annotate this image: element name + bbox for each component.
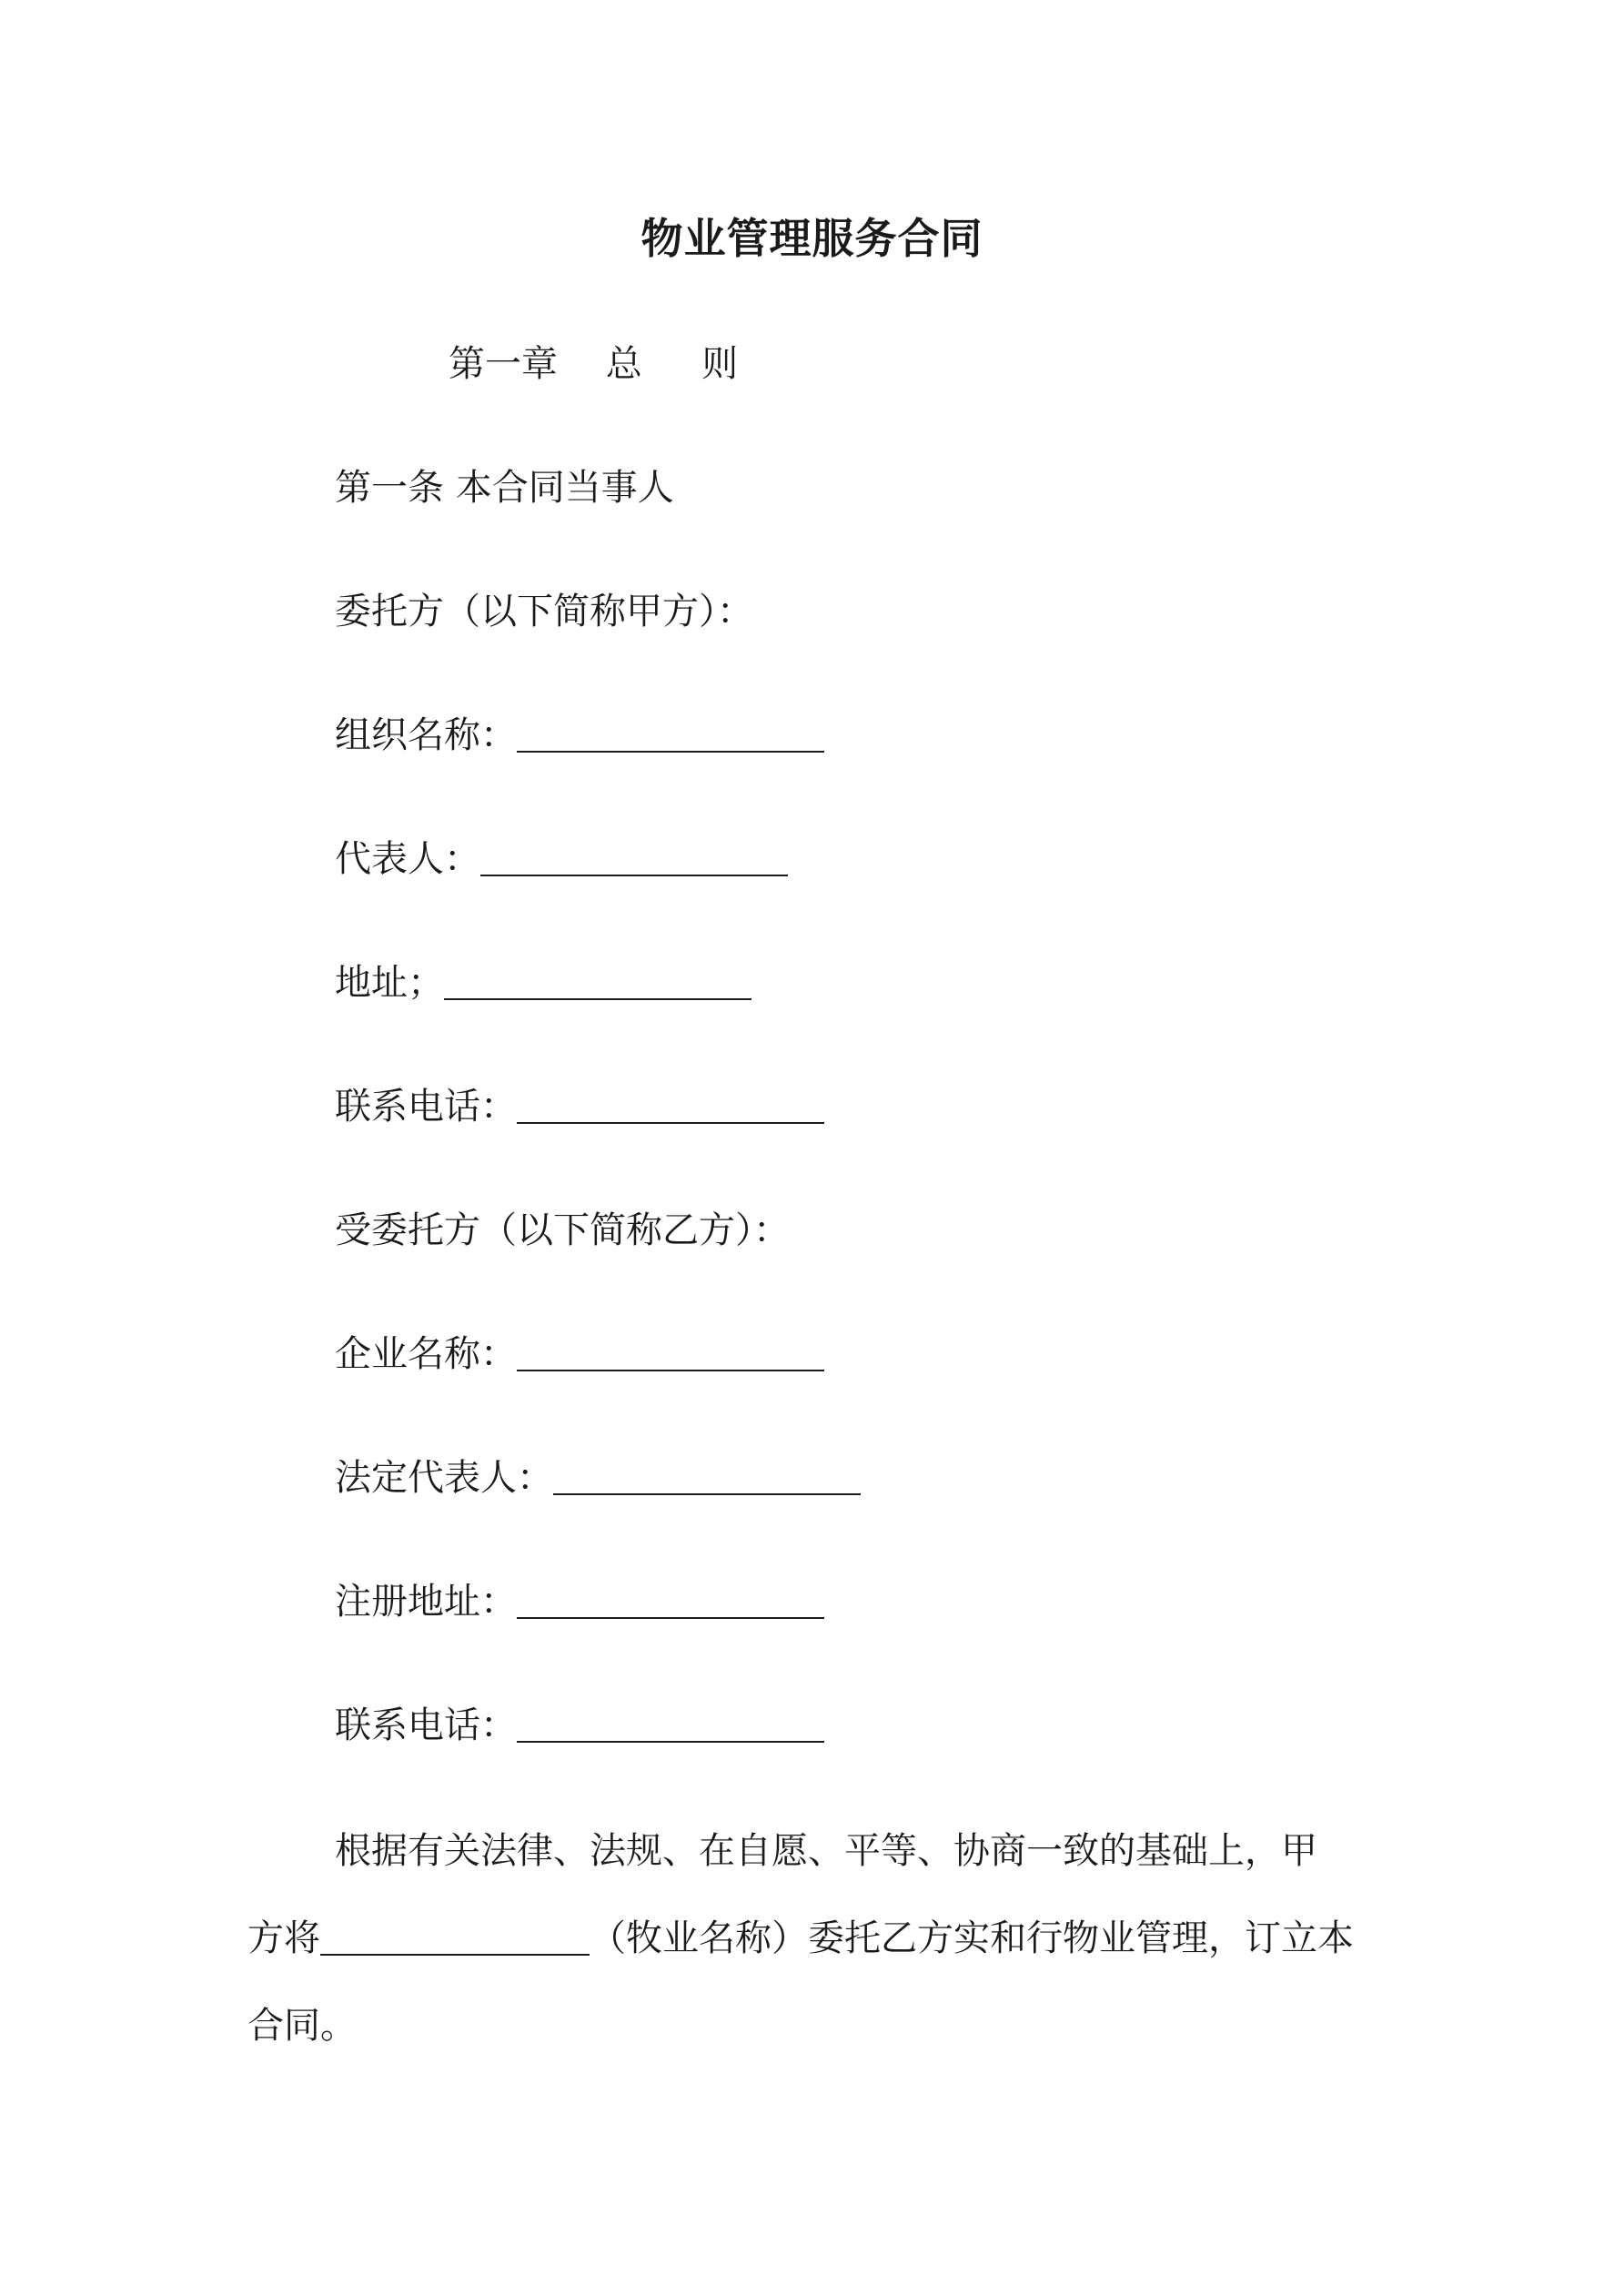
party-a-phone-label: 联系电话：: [335, 1086, 517, 1128]
basis-line-2: [247, 1913, 1354, 1964]
party-b-phone-label: 联系电话：: [335, 1704, 517, 1746]
company-name-blank[interactable]: [517, 1333, 824, 1371]
party-b-phone-blank[interactable]: [517, 1704, 824, 1743]
party-a-phone-row: [335, 1081, 824, 1132]
basis-line-3: 合同。: [247, 2005, 357, 2047]
address-blank[interactable]: [444, 962, 751, 1000]
company-name-label: 企业名称：: [335, 1333, 517, 1375]
document-title: 物业管理服务合同: [641, 214, 983, 263]
org-name-label: 组织名称：: [335, 714, 517, 756]
party-b-legal-rep-row: [335, 1452, 861, 1503]
basis-line-2-suffix: （牧业名称）委托乙方实和行物业管理，订立本: [590, 1917, 1354, 1959]
party-b-phone-row: [335, 1700, 824, 1751]
party-b-heading: 受委托方（以下简称乙方）：: [335, 1209, 790, 1251]
party-a-heading: 委托方（以下简称甲方）：: [335, 591, 753, 632]
basis-line-1: 根据有关法律、法规、在自愿、平等、协商一致的基础上，甲: [335, 1830, 1317, 1872]
property-name-blank[interactable]: [320, 1917, 590, 1956]
reg-address-label: 注册地址：: [335, 1581, 517, 1623]
org-name-blank[interactable]: [517, 714, 824, 753]
legal-rep-blank[interactable]: [553, 1457, 861, 1495]
party-a-address-row: [335, 957, 751, 1008]
representative-label: 代表人：: [335, 838, 480, 880]
party-a-phone-blank[interactable]: [517, 1086, 824, 1124]
party-a-representative-row: [335, 834, 788, 885]
party-b-reg-address-row: [335, 1576, 824, 1627]
party-b-company-name-row: [335, 1329, 824, 1380]
reg-address-blank[interactable]: [517, 1581, 824, 1619]
legal-rep-label: 法定代表人：: [335, 1457, 553, 1499]
address-label: 地址；: [335, 962, 444, 1004]
article-heading: 第一条 本合同当事人: [335, 467, 674, 509]
party-a-org-name-row: [335, 710, 824, 761]
chapter-heading: 第一章 总 则: [449, 343, 739, 385]
basis-line-2-prefix: 方将: [247, 1917, 320, 1959]
representative-blank[interactable]: [480, 838, 788, 876]
